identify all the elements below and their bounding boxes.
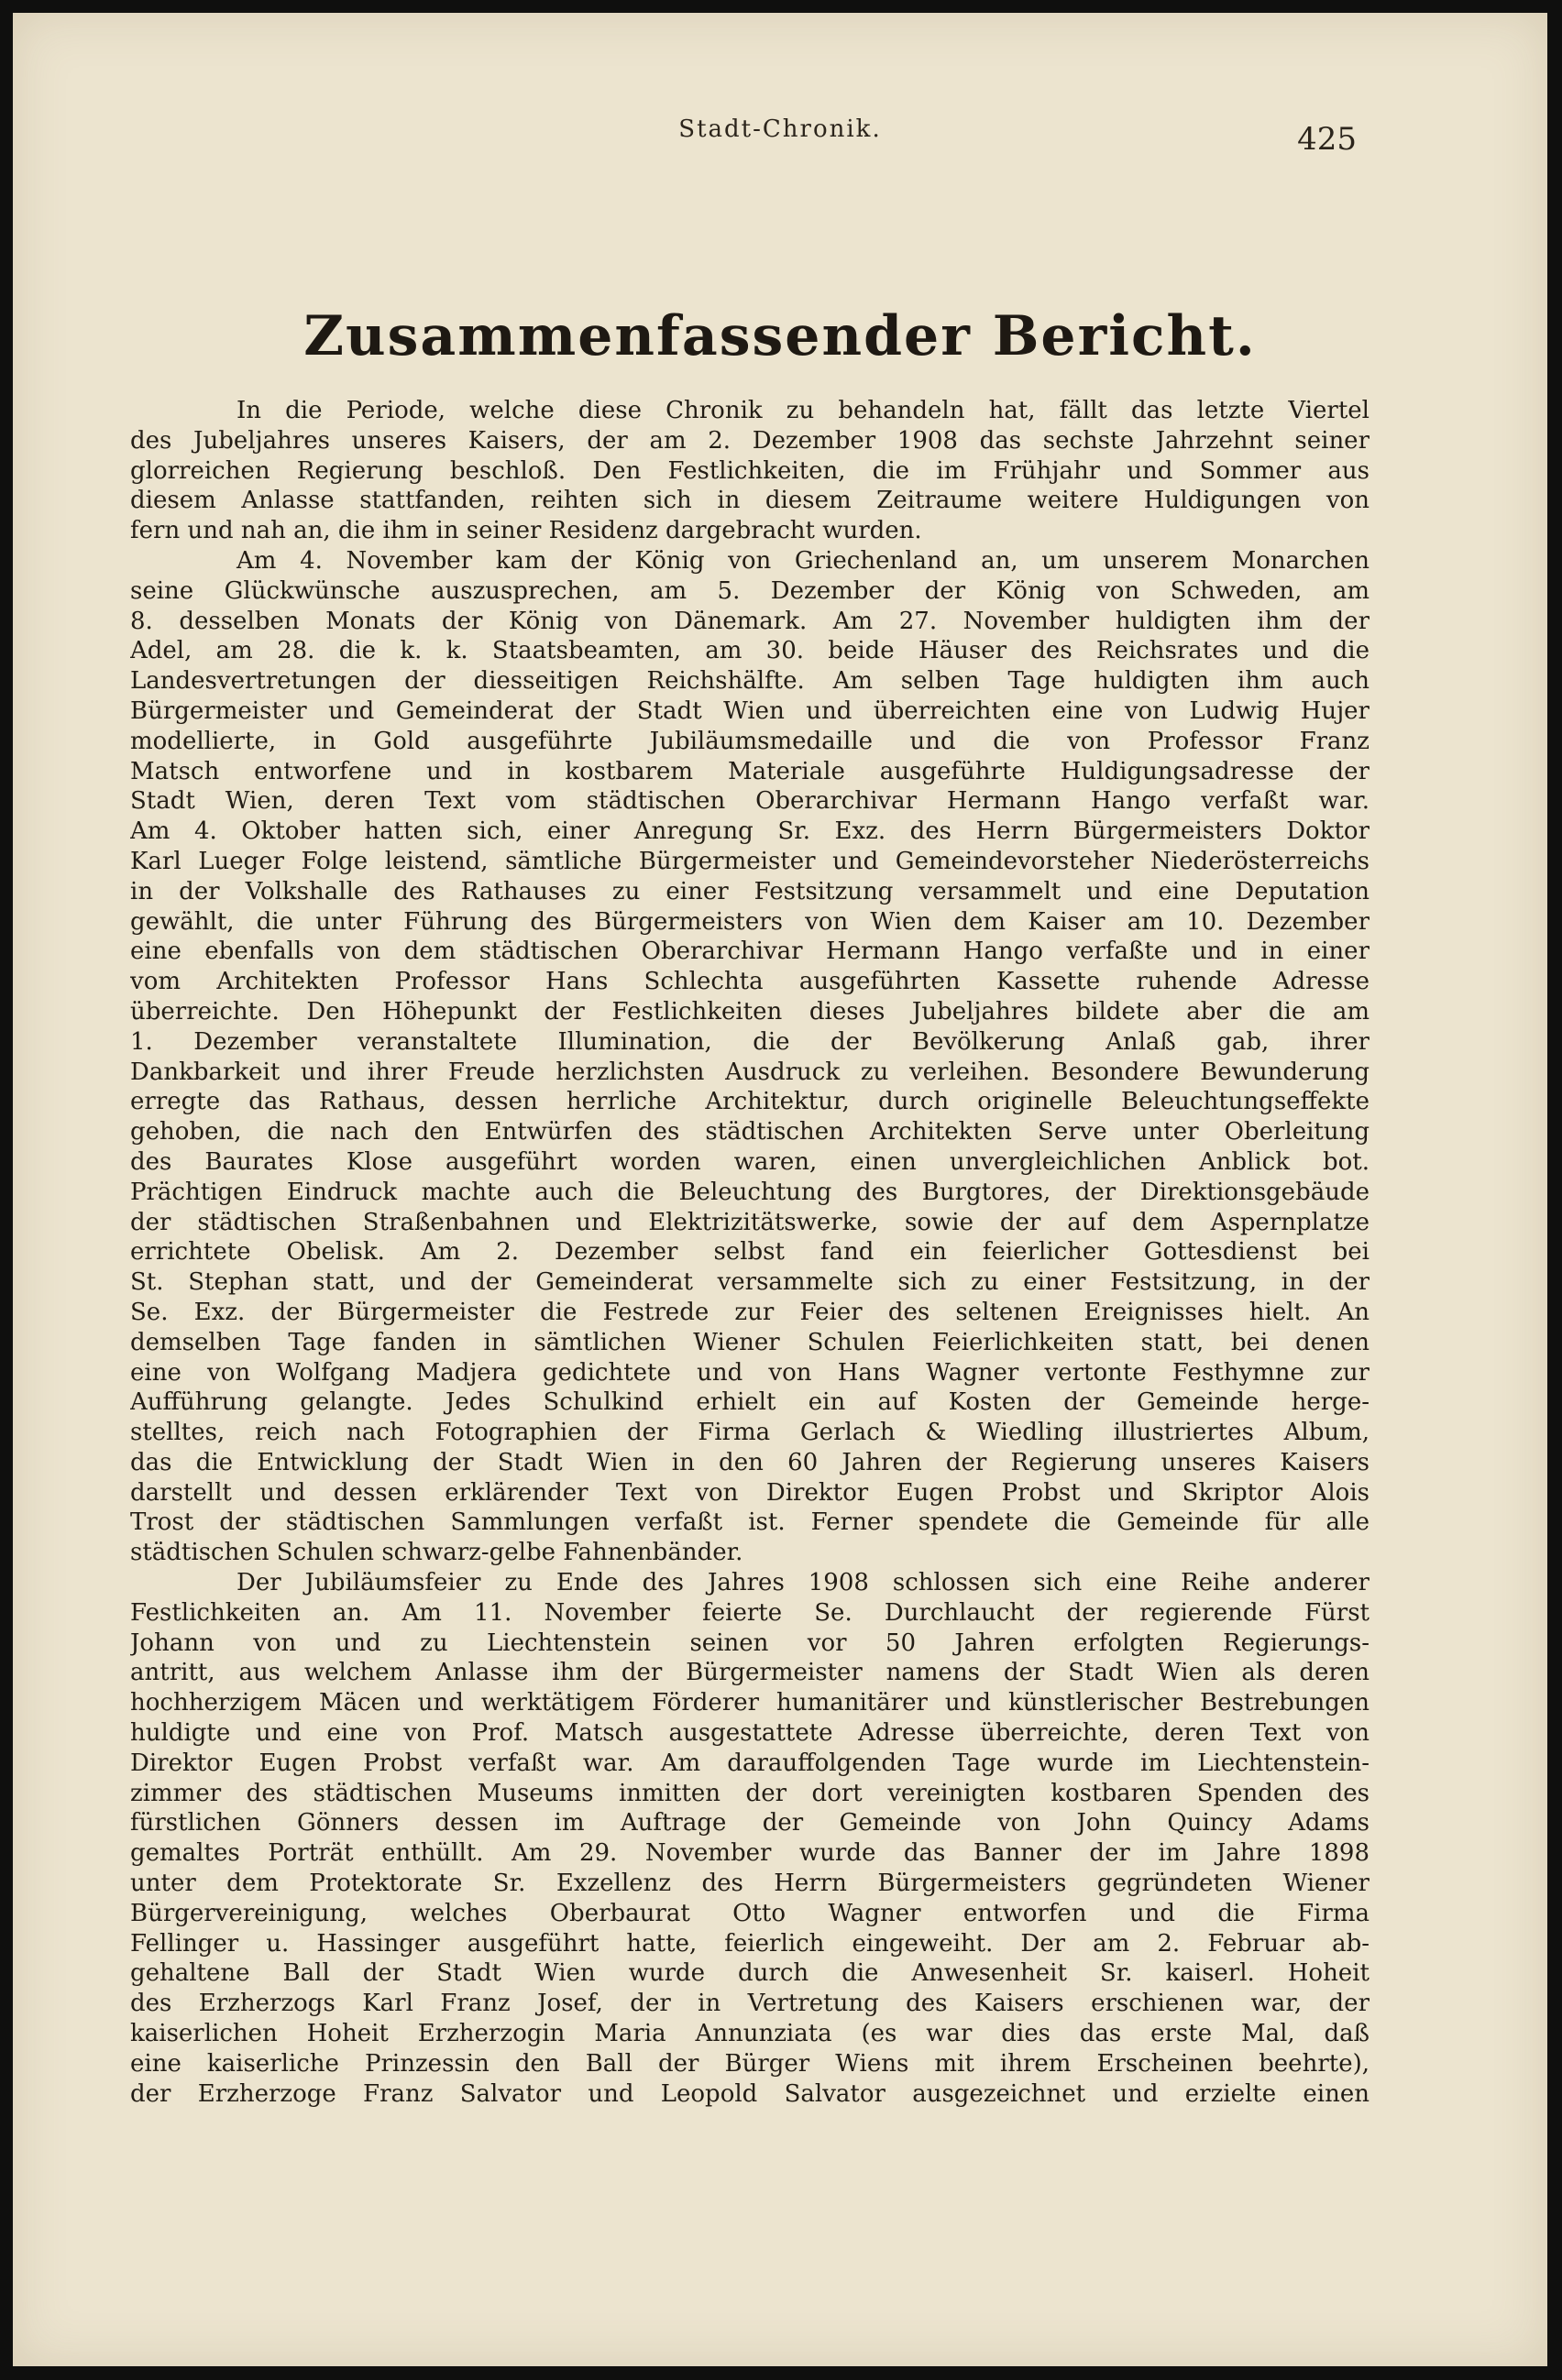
text-line: in der Volkshalle des Rathauses zu einer Festsitzung versammelt und eine Deputation — [130, 877, 1370, 905]
text-line: Karl Lueger Folge leistend, sämtliche Bürgermeister und Gemeindevorsteher Niederösterreichs — [130, 847, 1370, 875]
text-line: seine Glückwünsche auszusprechen, am 5. Dezember der König von Schweden, am — [130, 576, 1370, 605]
text-line: Festlichkeiten an. Am 11. November feierte Se. Durchlaucht der regierende Fürst — [130, 1598, 1370, 1627]
text-line: Se. Exz. der Bürgermeister die Festrede zur Feier des seltenen Ereignisses hielt. An — [130, 1298, 1370, 1326]
text-line: Trost der städtischen Sammlungen verfaßt ist. Ferner spendete die Gemeinde für alle — [130, 1508, 1370, 1537]
text-line: Bürgermeister und Gemeinderat der Stadt Wien und überreichten eine von Ludwig Hujer — [130, 696, 1370, 725]
text-line: demselben Tage fanden in sämtlichen Wiener Schulen Feierlichkeiten statt, bei denen — [130, 1328, 1370, 1356]
text-line: Landesvertretungen der diesseitigen Reichshälfte. Am selben Tage huldigten ihm auch — [130, 667, 1370, 696]
page-number: 425 — [1297, 121, 1357, 158]
scanned-page — [13, 13, 1547, 2366]
text-line: antritt, aus welchem Anlasse ihm der Bürgermeister namens der Stadt Wien als deren — [130, 1659, 1370, 1687]
running-head: Stadt-Chronik. — [678, 115, 882, 143]
text-line: Am 4. Oktober hatten sich, einer Anregung Sr. Exz. des Herrn Bürgermeisters Doktor — [130, 817, 1370, 846]
text-line: gehaltene Ball der Stadt Wien wurde durch die Anwesenheit Sr. kaiserl. Hoheit — [130, 1959, 1370, 1988]
text-line: fern und nah an, die ihm in seiner Residenz dargebracht wurden. — [130, 517, 922, 545]
text-line: städtischen Schulen schwarz-gelbe Fahnenbänder. — [130, 1539, 743, 1567]
text-line: erregte das Rathaus, dessen herrliche Architektur, durch originelle Beleuchtungseffekte — [130, 1088, 1370, 1116]
text-line: 8. desselben Monats der König von Dänemark. Am 27. November huldigten ihm der — [130, 607, 1370, 635]
text-line: Aufführung gelangte. Jedes Schulkind erhielt ein auf Kosten der Gemeinde herge- — [130, 1388, 1370, 1417]
text-line: Matsch entworfene und in kostbarem Materiale ausgeführte Huldigungsadresse der — [130, 757, 1370, 785]
text-line: Adel, am 28. die k. k. Staatsbeamten, am 30. beide Häuser des Reichsrates und die — [130, 637, 1370, 665]
section-title: Zusammenfassender Bericht. — [303, 304, 1257, 368]
text-line: errichtete Obelisk. Am 2. Dezember selbst fand ein feierlicher Gottesdienst bei — [130, 1238, 1370, 1267]
text-line: überreichte. Den Höhepunkt der Festlichkeiten dieses Jubeljahres bildete aber die am — [130, 997, 1370, 1025]
text-line: gemaltes Porträt enthüllt. Am 29. November wurde das Banner der im Jahre 1898 — [130, 1839, 1370, 1868]
text-line: gewählt, die unter Führung des Bürgermeisters von Wien dem Kaiser am 10. Dezember — [130, 907, 1370, 936]
text-line: vom Architekten Professor Hans Schlechta ausgeführten Kassette ruhende Adresse — [130, 968, 1370, 996]
text-line: Dankbarkeit und ihrer Freude herzlichsten Ausdruck zu verleihen. Besondere Bewunderung — [130, 1058, 1370, 1086]
text-line: eine von Wolfgang Madjera gedichtete und von Hans Wagner vertonte Festhymne zur — [130, 1358, 1370, 1387]
text-line: huldigte und eine von Prof. Matsch ausgestattete Adresse überreichte, deren Text von — [130, 1719, 1370, 1748]
text-line: Am 4. November kam der König von Griechenland an, um unserem Monarchen — [236, 546, 1370, 575]
text-line: Direktor Eugen Probst verfaßt war. Am darauffolgenden Tage wurde im Liechtenstein- — [130, 1749, 1370, 1777]
text-line: modellierte, in Gold ausgeführte Jubiläumsmedaille und die von Professor Franz — [130, 727, 1370, 755]
text-line: Johann von und zu Liechtenstein seinen vor 50 Jahren erfolgten Regierungs- — [130, 1629, 1370, 1657]
text-line: des Baurates Klose ausgeführt worden waren, einen unvergleichlichen Anblick bot. — [130, 1147, 1370, 1176]
text-line: Der Jubiläumsfeier zu Ende des Jahres 1908 schlossen sich eine Reihe anderer — [236, 1569, 1370, 1597]
text-line: hochherzigem Mäcen und werktätigem Förderer humanitärer und künstlerischer Bestrebungen — [130, 1689, 1370, 1717]
text-line: St. Stephan statt, und der Gemeinderat versammelte sich zu einer Festsitzung, in der — [130, 1268, 1370, 1297]
text-line: das die Entwicklung der Stadt Wien in den 60 Jahren der Regierung unseres Kaisers — [130, 1448, 1370, 1476]
text-line: der Erzherzoge Franz Salvator und Leopold Salvator ausgezeichnet und erzielte einen — [130, 2079, 1370, 2108]
text-line: Bürgervereinigung, welches Oberbaurat Otto Wagner entworfen und die Firma — [130, 1899, 1370, 1927]
text-line: des Jubeljahres unseres Kaisers, der am 2. Dezember 1908 das sechste Jahrzehnt seiner — [130, 426, 1370, 455]
text-line: glorreichen Regierung beschloß. Den Festlichkeiten, die im Frühjahr und Sommer aus — [130, 456, 1370, 485]
text-line: des Erzherzogs Karl Franz Josef, der in Vertretung des Kaisers erschienen war, der — [130, 1990, 1370, 2018]
text-line: eine kaiserliche Prinzessin den Ball der Bürger Wiens mit ihrem Erscheinen beehrte), — [130, 2049, 1370, 2078]
text-line: unter dem Protektorate Sr. Exzellenz des Herrn Bürgermeisters gegründeten Wiener — [130, 1870, 1370, 1898]
text-line: zimmer des städtischen Museums inmitten der dort vereinigten kostbaren Spenden des — [130, 1779, 1370, 1807]
text-line: darstellt und dessen erklärender Text von Direktor Eugen Probst und Skriptor Alois — [130, 1478, 1370, 1507]
text-line: fürstlichen Gönners dessen im Auftrage der Gemeinde von John Quincy Adams — [130, 1809, 1370, 1837]
text-line: In die Periode, welche diese Chronik zu behandeln hat, fällt das letzte Viertel — [236, 397, 1370, 424]
text-line: eine ebenfalls von dem städtischen Oberarchivar Hermann Hango verfaßte und in einer — [130, 938, 1370, 966]
text-line: Prächtigen Eindruck machte auch die Beleuchtung des Burgtores, der Direktionsgebäude — [130, 1178, 1370, 1206]
text-line: 1. Dezember veranstaltete Illumination, die der Bevölkerung Anlaß gab, ihrer — [130, 1027, 1370, 1056]
text-line: diesem Anlasse stattfanden, reihten sich in diesem Zeitraume weitere Huldigungen von — [130, 487, 1370, 515]
text-line: Stadt Wien, deren Text vom städtischen Oberarchivar Hermann Hango verfaßt war. — [130, 787, 1370, 816]
text-line: Fellinger u. Hassinger ausgeführt hatte, feierlich eingeweiht. Der am 2. Februar ab- — [130, 1929, 1370, 1958]
text-line: der städtischen Straßenbahnen und Elektrizitätswerke, sowie der auf dem Aspernplatze — [130, 1208, 1370, 1236]
text-line: kaiserlichen Hoheit Erzherzogin Maria Annunziata (es war dies das erste Mal, daß — [130, 2020, 1370, 2048]
text-line: gehoben, die nach den Entwürfen des städtischen Architekten Serve unter Oberleitung — [130, 1118, 1370, 1146]
body-text — [130, 396, 1370, 2109]
text-line: stelltes, reich nach Fotographien der Firma Gerlach & Wiedling illustriertes Album, — [130, 1419, 1370, 1447]
